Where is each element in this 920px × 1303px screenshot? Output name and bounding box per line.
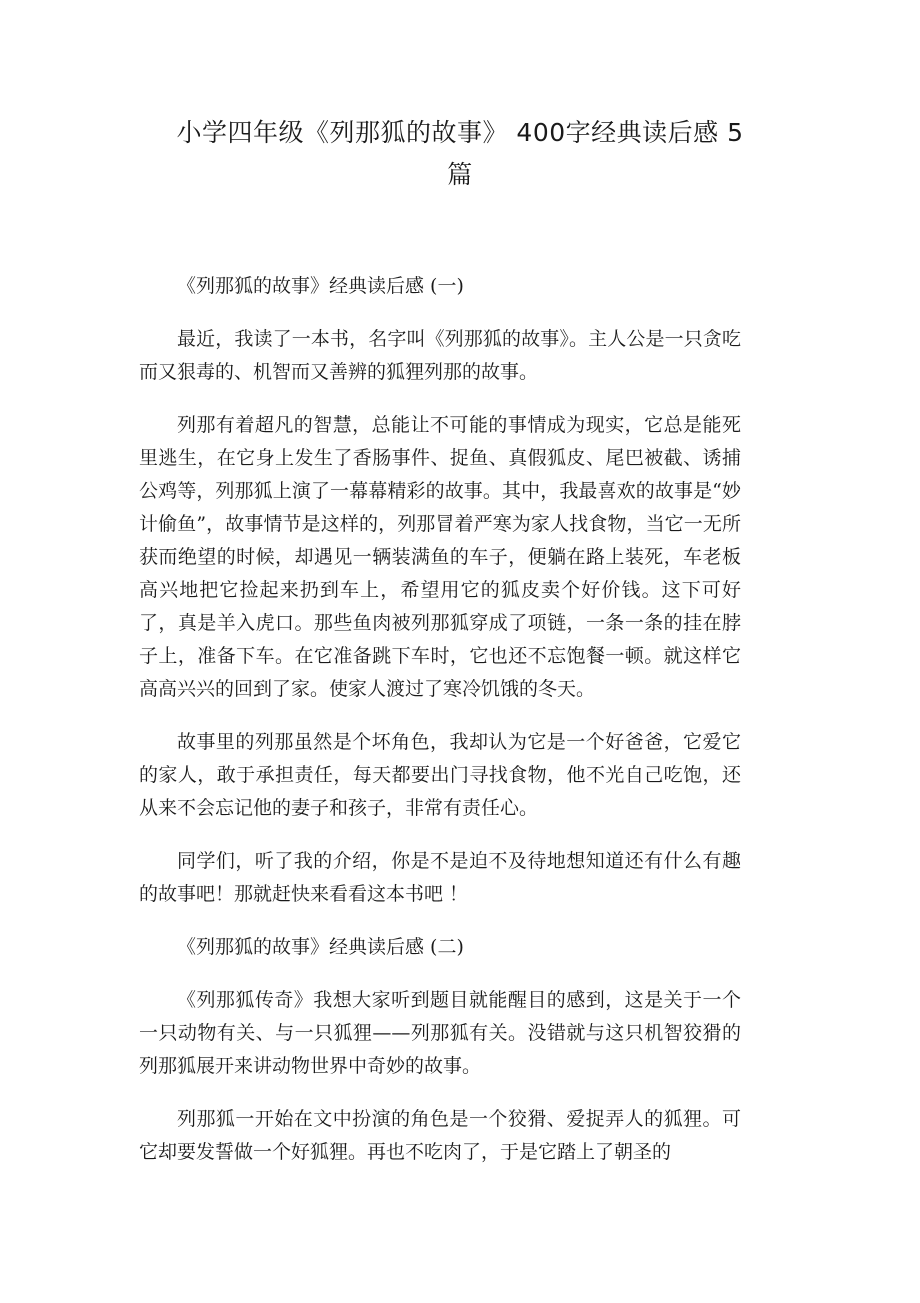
title-line-1: 小学四年级《列那狐的故事》 400字经典读后感 5 (176, 118, 744, 147)
title-line-2: 篇 (447, 160, 473, 189)
paragraph: 《列那狐传奇》我想大家听到题目就能醒目的感到，这是关于一个一只动物有关、与一只狐狸——列那狐有关。没错就与这只机智狡猾的列那狐展开来讲动物世界中奇妙的故事。 (139, 989, 741, 1077)
paragraph: 列那有着超凡的智慧，总能让不可能的事情成为现实，它总是能死里逃生，在它身上发生了香肠事件、捉鱼、真假狐皮、尾巴被截、诱捕公鸡等，列那狐上演了一幕幕精彩的故事。其中，我最喜欢的故事是“妙计偷鱼”，故事情节是这样的，列那冒着严寒为家人找食物，当它一无所获而绝望的时候，却遇见一辆装满鱼的车子，便躺在路上装死，车老板高兴地把它捡起来扔到车上，希望用它的狐皮卖个好价钱。这下可好了，真是羊入虎口。那些鱼肉被列那狐穿成了项链，一条一条的挂在脖子上，准备下车。在它准备跳下车时，它也还不忘饱餐一顿。就这样它高高兴兴的回到了家。使家人渡过了寒冷饥饿的冬天。 (139, 414, 741, 700)
paragraph: 列那狐一开始在文中扮演的角色是一个狡猾、爱捉弄人的狐狸。可它却要发誓做一个好狐狸。再也不吃肉了，于是它踏上了朝圣的 (139, 1108, 741, 1163)
document-title (140, 112, 780, 196)
section-heading: 《列那狐的故事》经典读后感 (二) (177, 936, 464, 958)
paragraph: 最近，我读了一本书，名字叫《列那狐的故事》。主人公是一只贪吃而又狠毒的、机智而又善辨的狐狸列那的故事。 (139, 328, 741, 383)
section-heading: 《列那狐的故事》经典读后感 (一) (177, 275, 464, 297)
document-body (139, 270, 741, 1189)
paragraph: 同学们，听了我的介绍，你是不是迫不及待地想知道还有什么有趣的故事吧！那就赶快来看看这本书吧 ！ (139, 850, 741, 905)
paragraph: 故事里的列那虽然是个坏角色，我却认为它是一个好爸爸，它爱它的家人，敢于承担责任，每天都要出门寻找食物，他不光自己吃饱，还从来不会忘记他的妻子和孩子，非常有责任心。 (139, 731, 741, 819)
